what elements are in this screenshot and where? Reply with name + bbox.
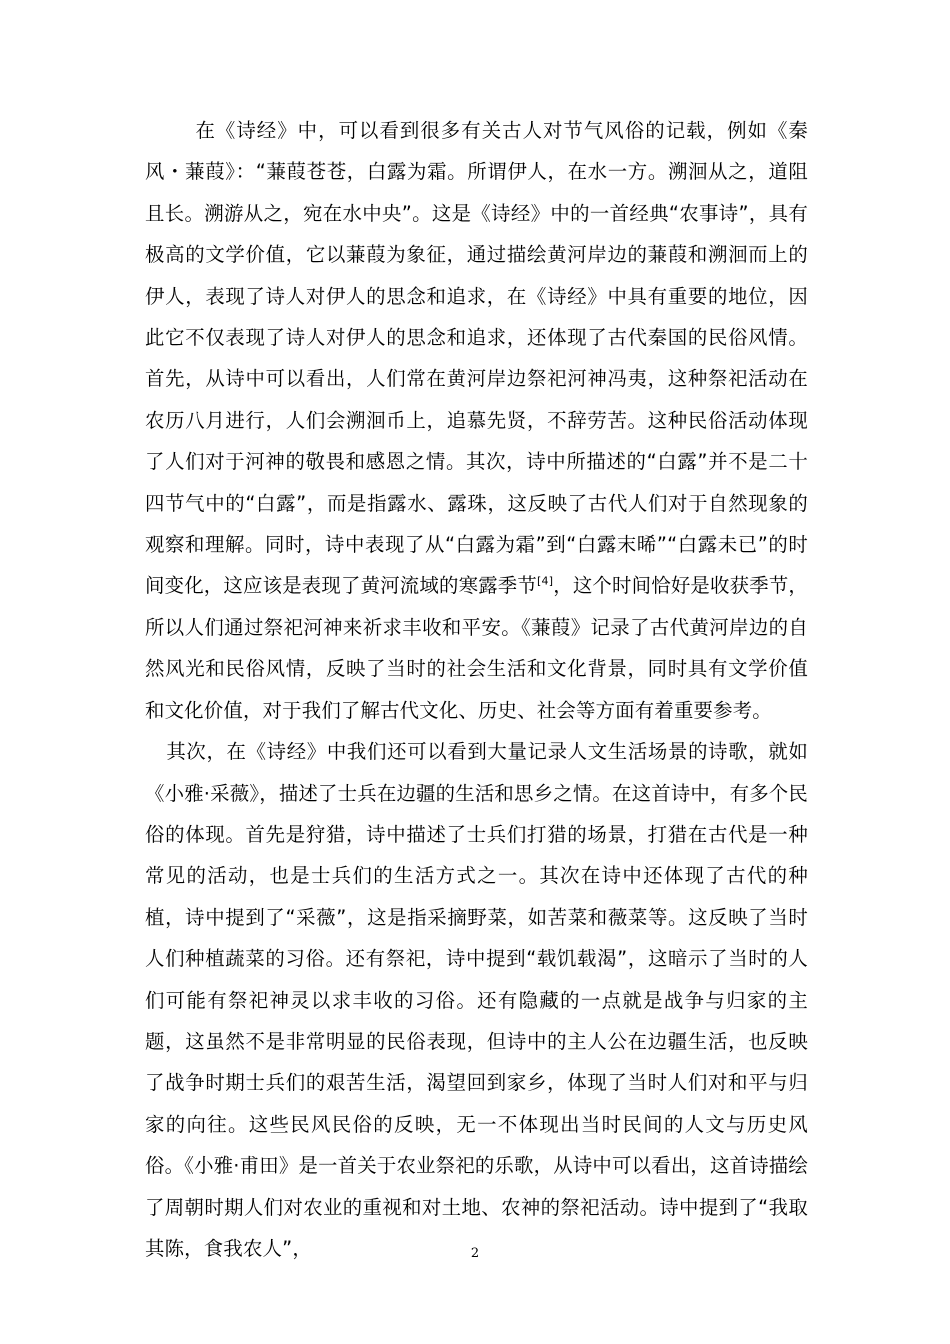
paragraph-jianjia (145, 110, 808, 731)
body-text (145, 110, 808, 1269)
paragraph-text-continued: ，这个时间恰好是收获季节，所以人们通过祭祀河神来祈求丰收和平安。《蒹葭》记录了古代黄河岸边的自然风光和民俗风情，反映了当时的社会生活和文化背景，同时具有文学价值和文化价值，对于我们了解古代文化、历史、社会等方面有着重要参考。 (145, 574, 809, 722)
citation-marker[interactable]: [4] (537, 575, 554, 588)
paragraph-text: 在《诗经》中，可以看到很多有关古人对节气风俗的记载，例如《秦风・蒹葭》：“蒹葭苍苍，白露为霜。所谓伊人，在水一方。溯洄从之，道阻且长。溯游从之，宛在水中央”。这是《诗经》中的一首经典“农事诗”，具有极高的文学价值，它以蒹葭为象征，通过描绘黄河岸边的蒹葭和溯洄而上的伊人，表现了诗人对伊人的思念和追求，在《诗经》中具有重要的地位，因此它不仅表现了诗人对伊人的思念和追求，还体现了古代秦国的民俗风情。首先，从诗中可以看出，人们常在黄河岸边祭祀河神冯夷，这种祭祀活动在农历八月进行，人们会溯洄币上，追慕先贤，不辞劳苦。这种民俗活动体现了人们对于河神的敬畏和感恩之情。其次，诗中所描述的“白露”并不是二十四节气中的“白露”，而是指露水、露珠，这反映了古代人们对于自然现象的观察和理解。同时，诗中表现了从“白露为霜”到“白露末晞”“白露未已”的时间变化，这应该是表现了黄河流域的寒露季节 (145, 119, 808, 598)
page-number: 2 (470, 1246, 480, 1261)
paragraph-caiwei: 其次，在《诗经》中我们还可以看到大量记录人文生活场景的诗歌，就如《小雅·采薇》，描述了士兵在边疆的生活和思乡之情。在这首诗中，有多个民俗的体现。首先是狩猎，诗中描述了士兵们打猎的场景，打猎在古代是一种常见的活动，也是士兵们的生活方式之一。其次在诗中还体现了古代的种植，诗中提到了“采薇”，这是指采摘野菜，如苦菜和薇菜等。这反映了当时人们种植蔬菜的习俗。还有祭祀，诗中提到“载饥载渴”，这暗示了当时的人们可能有祭祀神灵以求丰收的习俗。还有隐藏的一点就是战争与归家的主题，这虽然不是非常明显的民俗表现，但诗中的主人公在边疆生活，也反映了战争时期士兵们的艰苦生活，渴望回到家乡，体现了当时人们对和平与归家的向往。这些民风民俗的反映，无一不体现出当时民间的人文与历史风俗。《小雅·甫田》是一首关于农业祭祀的乐歌，从诗中可以看出，这首诗描绘了周朝时期人们对农业的重视和对土地、农神的祭祀活动。诗中提到了“我取其陈，食我农人”， (145, 740, 808, 1260)
